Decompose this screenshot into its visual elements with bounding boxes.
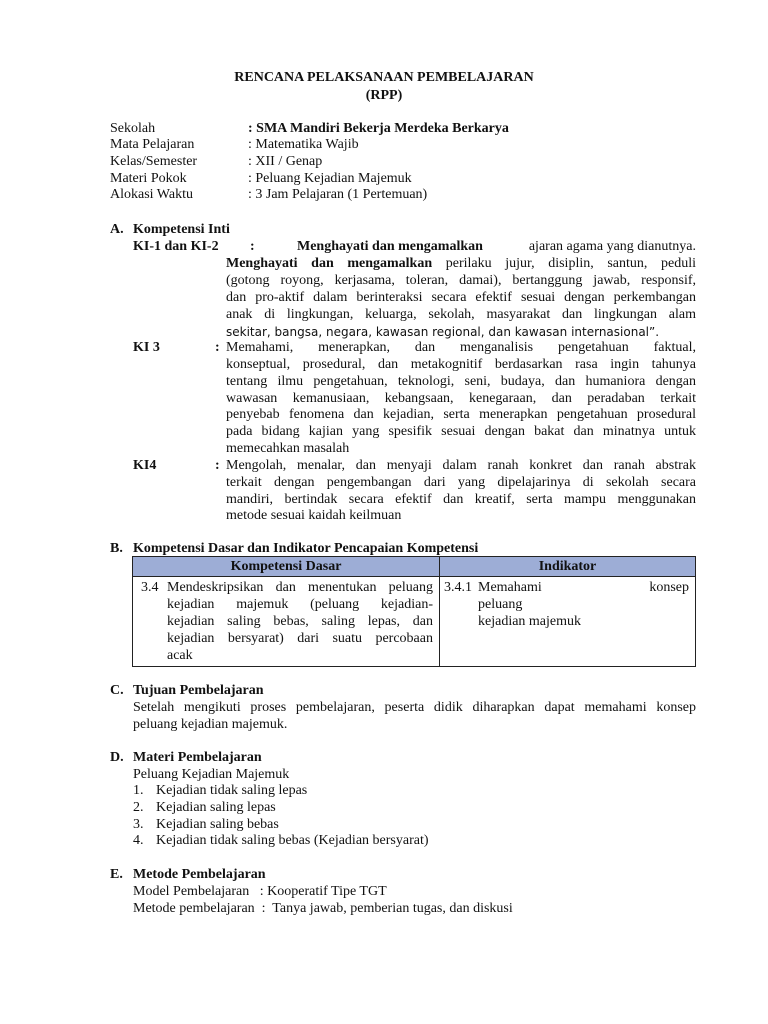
ki12-line6: sekitar, bangsa, negara, kawasan regional, dan kawasan internasional”.: [226, 325, 660, 339]
ki3-line: memecahkan masalah: [226, 441, 350, 456]
ki4-line: terkait dengan pengembangan dari yang dipelajarinya di sekolah secara: [226, 475, 696, 490]
ki4-line: mandiri, bertindak secara efektif dan kreatif, serta mampu menggunakan: [226, 492, 696, 507]
ki12-line1-rest: ajaran agama yang dianutnya.: [528, 239, 696, 254]
section-e-title: Metode Pembelajaran: [133, 867, 266, 882]
section-b-title: Kompetensi Dasar dan Indikator Pencapaian Kompetensi: [133, 541, 479, 556]
identity-value-time: : 3 Jam Pelajaran (1 Pertemuan): [248, 187, 428, 202]
identity-value-topic: : Peluang Kejadian Majemuk: [248, 171, 412, 186]
identity-label-class: Kelas/Semester: [110, 154, 198, 169]
section-d-subtitle: Peluang Kejadian Majemuk: [133, 767, 290, 782]
ki3-label: KI 3: [133, 340, 160, 355]
identity-label-topic: Materi Pokok: [110, 171, 187, 186]
list-item-number: 4.: [133, 833, 144, 848]
ki12-line1: [297, 238, 696, 255]
ki12-line5: anak di lingkungan, keluarga, sekolah, masyarakat dan lingkungan alam: [226, 307, 696, 322]
ki12-label: KI-1 dan KI-2: [133, 239, 219, 254]
ki12-line4: dan pro-aktif dalam berinteraksi secara efektif sesuai dengan perkembangan: [226, 290, 696, 305]
table-row: [133, 577, 696, 667]
list-item: Kejadian saling bebas: [156, 817, 279, 832]
list-item-number: 2.: [133, 800, 144, 815]
ki4-line: metode sesuai kaidah keilmuan: [226, 508, 402, 523]
ki12-colon: :: [250, 239, 255, 254]
kd-line: kejadian bersyarat) dari suatu percobaan: [167, 631, 433, 646]
section-e-method: Metode pembelajaran : Tanya jawab, pemberian tugas, dan diskusi: [133, 901, 513, 916]
indicator-line: Memahami konsep peluang: [478, 580, 689, 612]
table-header-kd: Kompetensi Dasar: [133, 557, 440, 577]
kd-line: Mendeskripsikan dan menentukan peluang: [167, 580, 433, 595]
identity-value-class: : XII / Genap: [248, 154, 323, 169]
competency-table: [132, 556, 696, 667]
ki4-label: KI4: [133, 458, 157, 473]
ki3-line: konseptual, prosedural, dan metakognitif berdasarkan rasa ingin tahunya: [226, 357, 696, 372]
section-c-letter: C.: [110, 683, 124, 698]
section-c-text: peluang kejadian majemuk.: [133, 717, 288, 732]
table-cell-kd: [133, 577, 440, 667]
list-item: Kejadian tidak saling bebas (Kejadian bersyarat): [156, 833, 429, 848]
ki3-line: tentang ilmu pengetahuan, teknologi, seni, budaya, dan humaniora dengan: [226, 374, 696, 389]
indicator-number: 3.4.1: [444, 580, 472, 595]
list-item-number: 1.: [133, 783, 144, 798]
section-a-title: Kompetensi Inti: [133, 222, 230, 237]
identity-label-school: Sekolah: [110, 121, 156, 136]
list-item: Kejadian tidak saling lepas: [156, 783, 308, 798]
kd-line: kejadian saling bebas, saling lepas, dan: [167, 614, 433, 629]
table-header-indicator: Indikator: [440, 557, 696, 577]
document-title: RENCANA PELAKSANAAN PEMBELAJARAN: [234, 70, 534, 85]
section-d-letter: D.: [110, 750, 124, 765]
section-e-model: Model Pembelajaran : Kooperatif Tipe TGT: [133, 884, 387, 899]
section-c-title: Tujuan Pembelajaran: [133, 683, 264, 698]
ki4-line: Mengolah, menalar, dan menyaji dalam ranah konkret dan ranah abstrak: [226, 458, 696, 473]
section-a-letter: A.: [110, 222, 124, 237]
identity-label-time: Alokasi Waktu: [110, 187, 193, 202]
kd-line: kejadian majemuk (peluang kejadian-: [167, 597, 433, 612]
indicator-line: kejadian majemuk: [478, 614, 582, 629]
ki3-line: wawasan kemanusiaan, kebangsaan, kenegaraan, dan peradaban terkait: [226, 391, 696, 406]
ki12-line3: (gotong royong, kerjasama, toleran, damai), bertanggung jawab, responsif,: [226, 273, 696, 288]
table-cell-indicator: [440, 577, 696, 667]
document-subtitle: (RPP): [365, 88, 403, 103]
ki12-bold-start: Menghayati dan mengamalkan: [297, 239, 483, 254]
list-item-number: 3.: [133, 817, 144, 832]
ki12-line2: Menghayati dan mengamalkan perilaku jujur, disiplin, santun, peduli: [226, 256, 696, 271]
kd-number: 3.4: [141, 580, 159, 595]
section-d-title: Materi Pembelajaran: [133, 750, 262, 765]
identity-label-subject: Mata Pelajaran: [110, 137, 195, 152]
identity-value-subject: : Matematika Wajib: [248, 137, 359, 152]
ki3-line: Memahami, menerapkan, dan menganalisis pengetahuan faktual,: [226, 340, 696, 355]
section-c-text: Setelah mengikuti proses pembelajaran, peserta didik diharapkan dapat memahami konsep: [133, 700, 696, 715]
ki3-line: penyebab fenomena dan kejadian, serta menerapkan pengetahuan prosedural: [226, 407, 696, 422]
ki3-line: pada bidang kajian yang spesifik sesuai dengan bakat dan minatnya untuk: [226, 424, 696, 439]
ki4-colon: :: [215, 458, 220, 473]
table-header-row: [133, 557, 696, 577]
list-item: Kejadian saling lepas: [156, 800, 276, 815]
ki3-colon: :: [215, 340, 220, 355]
identity-value-school: : SMA Mandiri Bekerja Merdeka Berkarya: [248, 121, 509, 136]
section-b-letter: B.: [110, 541, 123, 556]
kd-line: acak: [167, 648, 193, 663]
section-e-letter: E.: [110, 867, 123, 882]
